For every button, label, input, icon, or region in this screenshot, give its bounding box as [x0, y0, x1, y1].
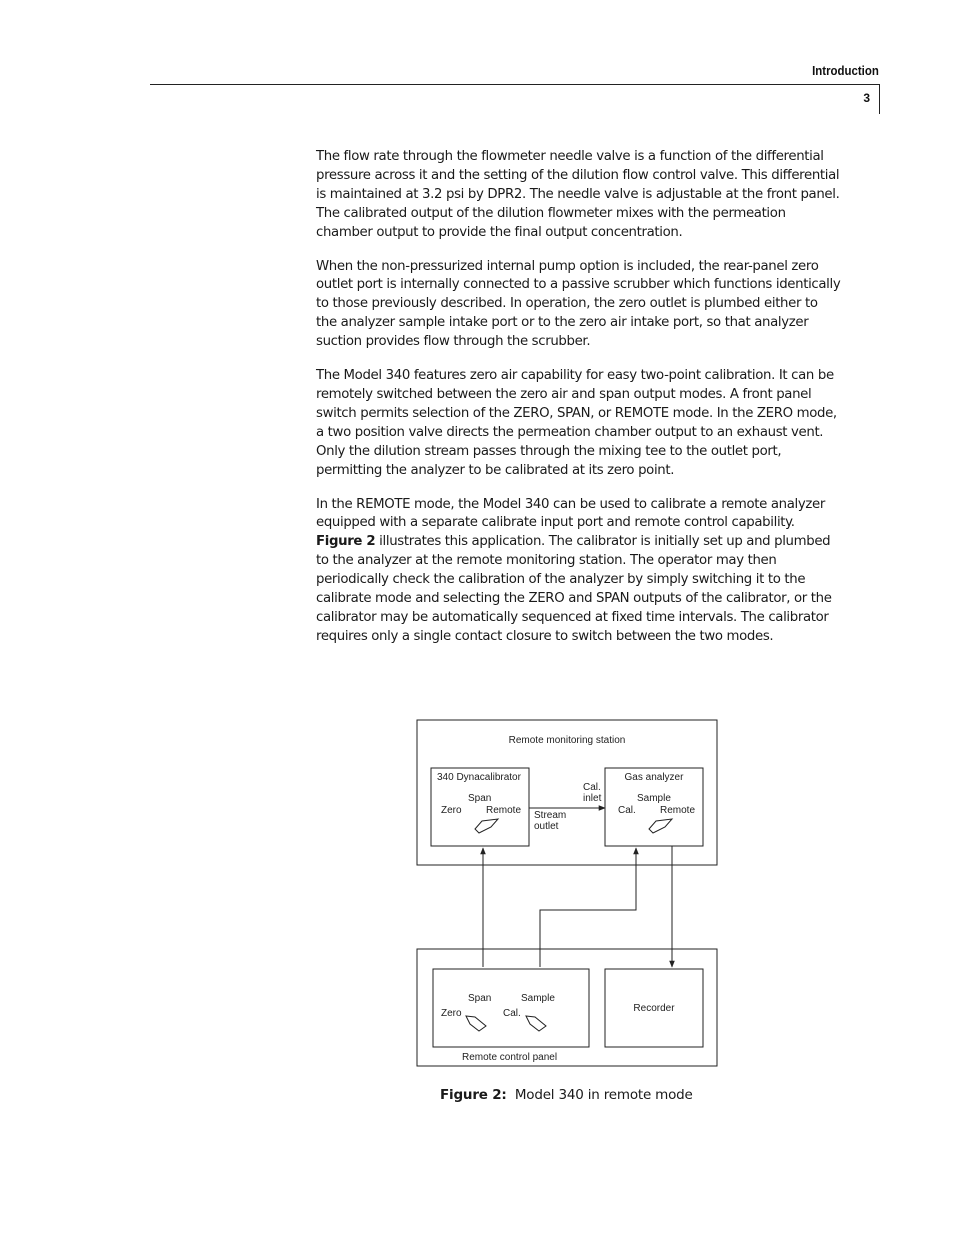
figure-caption	[440, 1087, 693, 1103]
calibrator-span-label: Span	[468, 793, 492, 804]
analyzer-sample-label: Sample	[637, 793, 671, 804]
diagram-svg	[400, 705, 740, 1085]
stream-outlet-label-2: outlet	[534, 821, 559, 832]
paragraph-1: The flow rate through the flowmeter needle valve is a function of the differential pressure across it and the setting of the dilution flow control valve. This differential is maintained at 3.2 psi by DPR2. The needle valve is adjustable at the front panel. The calibrated output of the dilution flowmeter mixes with the permeation chamber output to provide the final output concentration.	[316, 149, 840, 240]
stream-outlet-label-1: Stream	[534, 810, 567, 821]
header-rule-vertical	[879, 84, 880, 114]
analyzer-cal-label: Cal.	[618, 805, 636, 816]
section-title: Introduction	[812, 63, 879, 78]
cal-inlet-label-1: Cal.	[583, 782, 601, 793]
control-zero-label: Zero	[441, 1008, 462, 1019]
cal-inlet-label-2: inlet	[583, 793, 602, 804]
calibrator-title: 340 Dynacalibrator	[437, 772, 521, 783]
paragraph-4-rest: illustrates this application. The calibrator is initially set up and plumbed to the analyzer at the remote monitoring station. The operator may then periodically check the calibration of the analyzer by simply switching it to the calibrate mode and selecting the ZERO and SPAN outputs of the calibrator, or the calibrator may be automatically sequenced at fixed time intervals. The calibrator requires only a single contact closure to switch between the two modes.	[316, 534, 832, 644]
header-rule-horizontal	[150, 84, 880, 85]
gas-analyzer-title: Gas analyzer	[624, 772, 684, 783]
calibrator-remote-label: Remote	[486, 805, 522, 816]
control-sample-cal-knob-icon	[526, 1016, 546, 1031]
page-header	[0, 0, 954, 120]
remote-control-panel-label: Remote control panel	[462, 1052, 558, 1063]
control-span-label: Span	[468, 993, 492, 1004]
analyzer-selector-knob-icon	[649, 819, 672, 833]
figure-caption-label: Figure 2:	[440, 1087, 507, 1103]
analyzer-remote-label: Remote	[660, 805, 696, 816]
body-text	[316, 148, 842, 662]
figure-reference: Figure 2	[316, 534, 376, 550]
recorder-label: Recorder	[633, 1003, 675, 1014]
control-cal-label: Cal.	[503, 1008, 521, 1019]
figure-caption-text: Model 340 in remote mode	[514, 1087, 693, 1103]
page-number: 3	[863, 91, 870, 105]
control-zero-span-knob-icon	[466, 1016, 486, 1031]
paragraph-2: When the non-pressurized internal pump option is included, the rear-panel zero outlet port is internally connected to a passive scrubber which functions identically to those previously described. In operation, the zero outlet is plumbed either to the analyzer sample intake port or to the zero air intake port, so that analyzer suction provides flow through the scrubber.	[316, 258, 841, 350]
figure-2-diagram	[400, 705, 740, 1085]
control-sample-label: Sample	[521, 993, 555, 1004]
paragraph-4-lead: In the REMOTE mode, the Model 340 can be used to calibrate a remote analyzer equipped with a separate calibrate input port and remote control capability.	[316, 496, 825, 531]
paragraph-4	[316, 496, 842, 647]
paragraph-3: The Model 340 features zero air capability for easy two-point calibration. It can be remotely switched between the zero air and span output modes. A front panel switch permits selection of the ZERO, SPAN, or REMOTE mode. In the ZERO mode, a two position valve directs the permeation chamber output to an exhaust vent. Only the dilution stream passes through the mixing tee to the outlet port, permitting the analyzer to be calibrated at its zero point.	[316, 368, 837, 478]
calibrator-zero-label: Zero	[441, 805, 462, 816]
calibrator-selector-knob-icon	[475, 819, 498, 833]
monitoring-station-label: Remote monitoring station	[508, 735, 626, 746]
